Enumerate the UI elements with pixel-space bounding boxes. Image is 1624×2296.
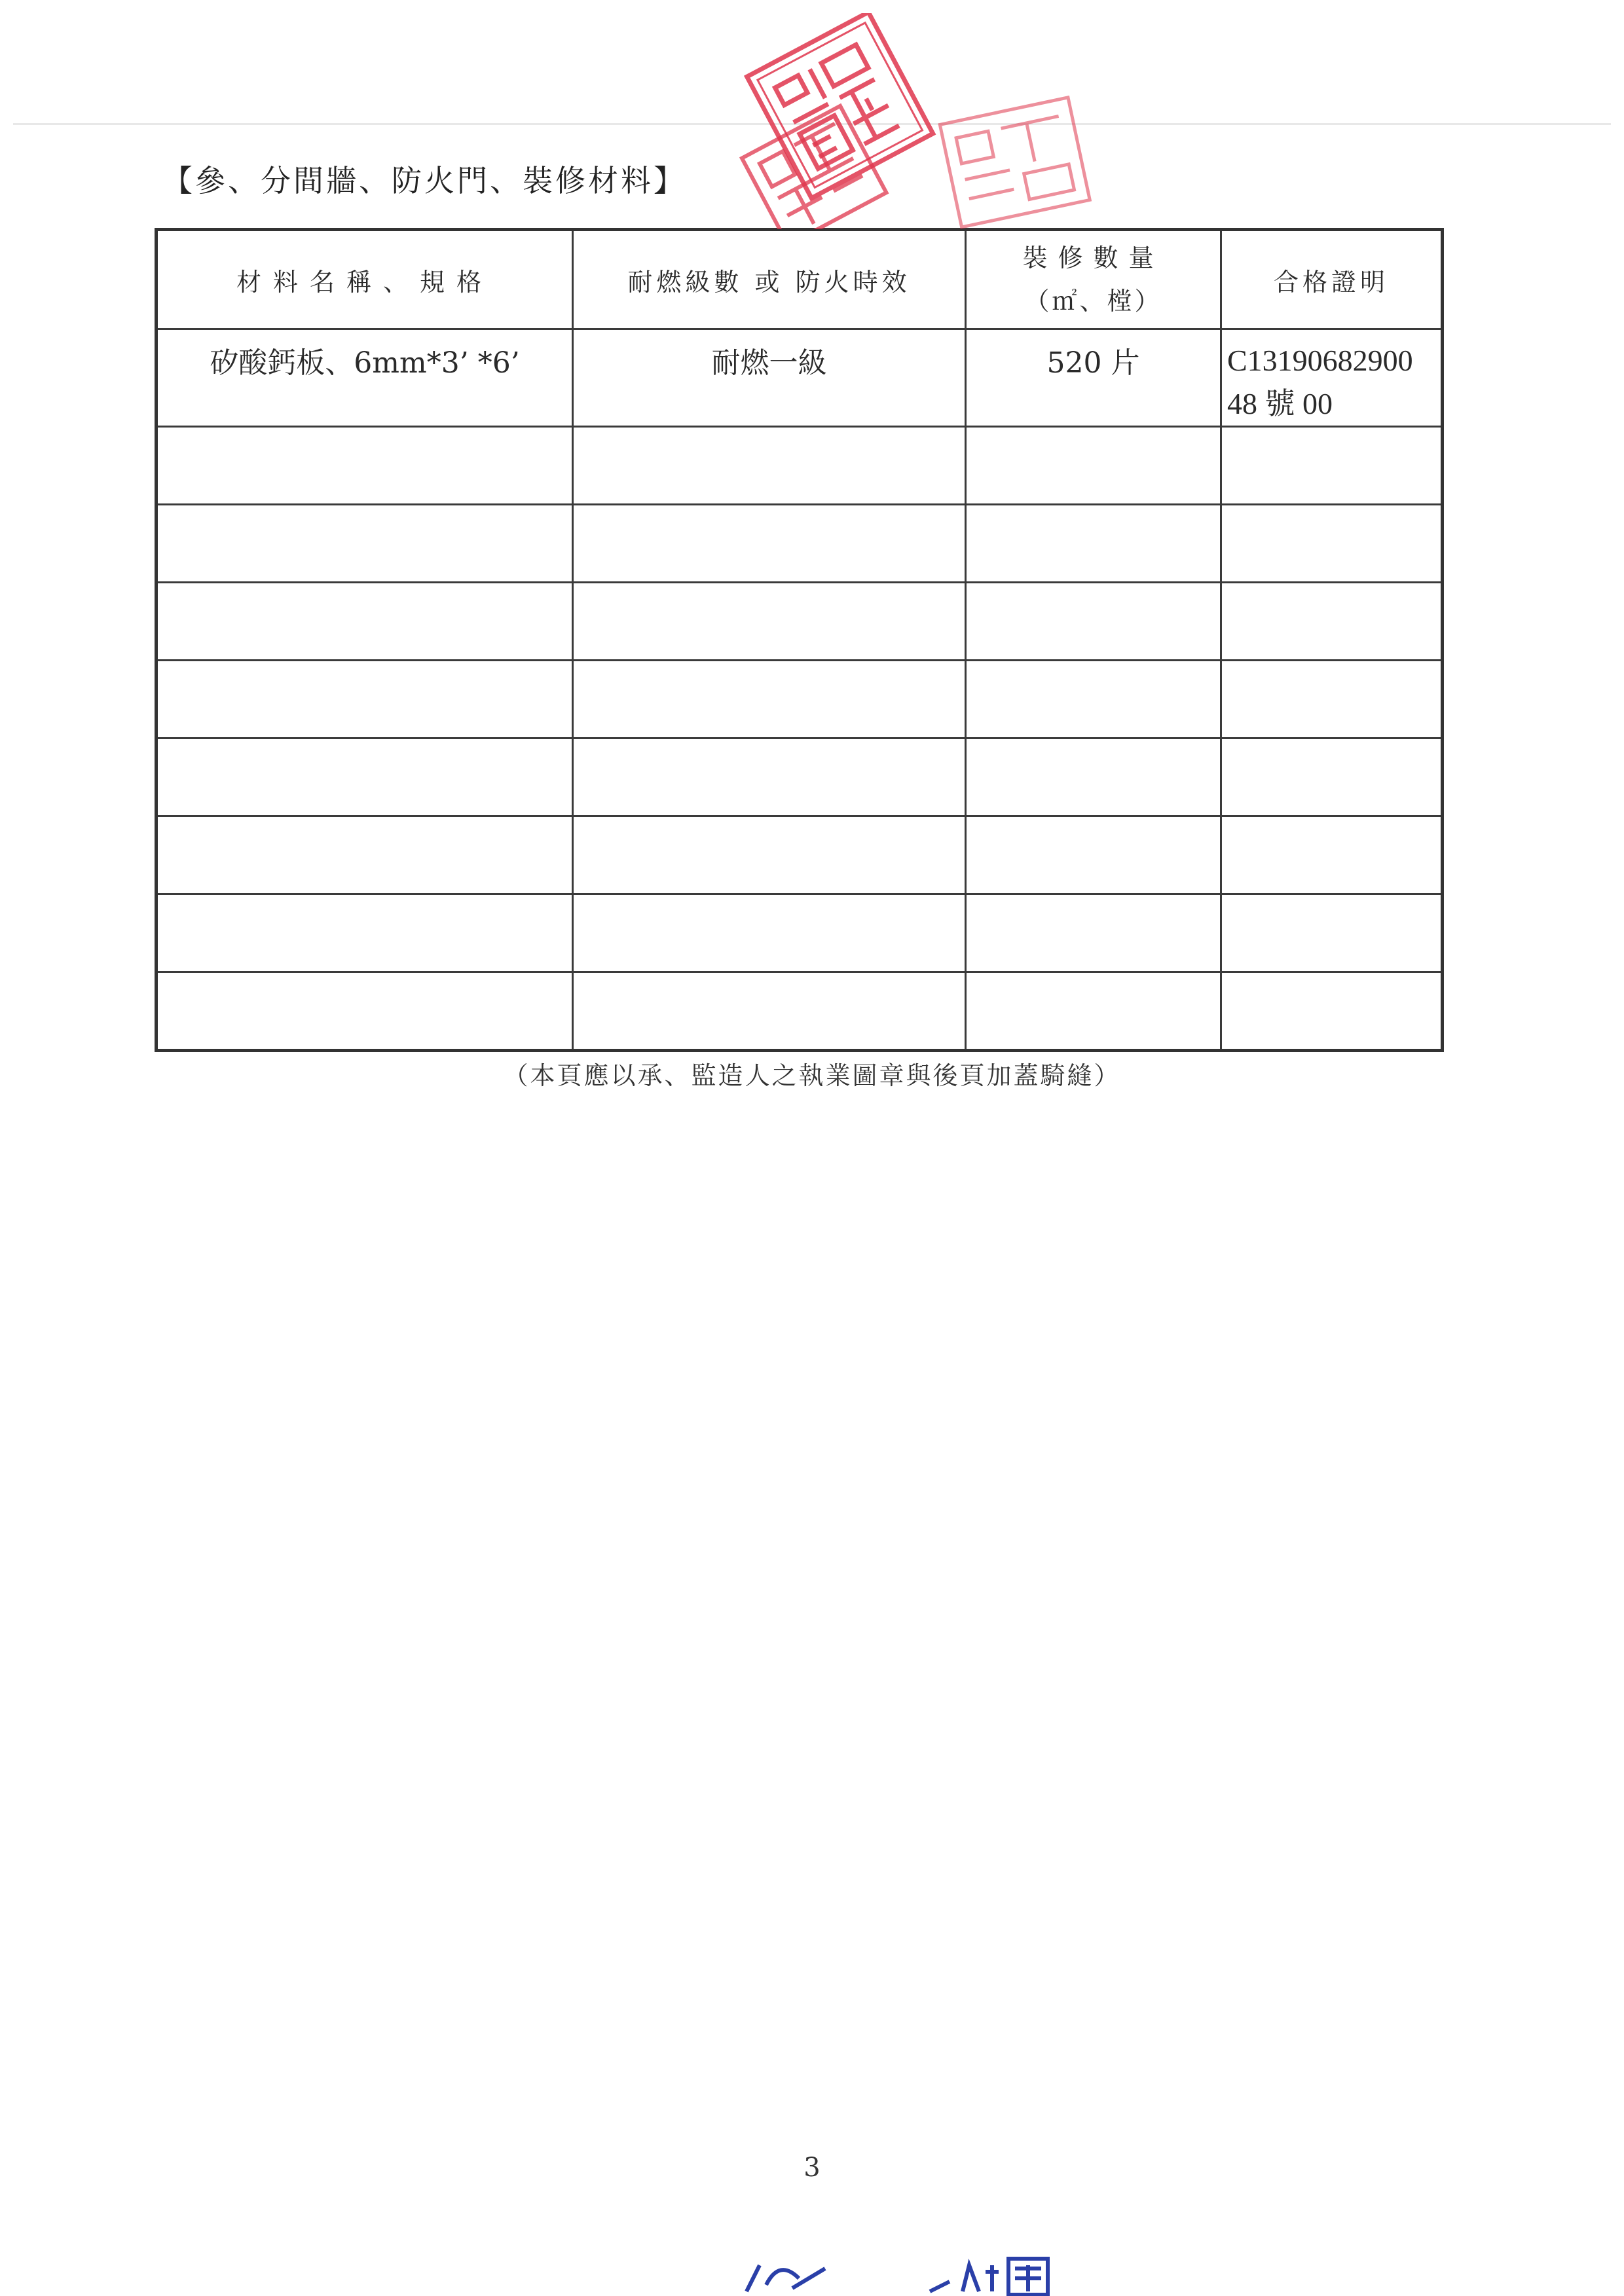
empty-cell <box>966 972 1221 1051</box>
empty-cell <box>1221 894 1443 972</box>
footnote: （本頁應以承、監造人之執業圖章與後頁加蓋騎縫） <box>503 1061 1121 1090</box>
empty-cell <box>1221 816 1443 894</box>
header-name-spec-label: 材料名稱、規格 <box>236 267 493 297</box>
empty-cell <box>157 427 573 505</box>
empty-cell <box>1221 738 1443 816</box>
empty-cell <box>966 738 1221 816</box>
empty-cell <box>157 738 573 816</box>
blue-seal-stamp-icon <box>733 2246 1074 2296</box>
table-row-empty <box>157 505 1443 583</box>
faded-red-seal-stamp-icon <box>891 92 1126 236</box>
table-row-empty <box>157 661 1443 738</box>
table-header-row <box>157 230 1443 329</box>
table-row-empty <box>157 427 1443 505</box>
empty-cell <box>157 816 573 894</box>
empty-cell <box>966 427 1221 505</box>
cell-certificate-line2: 48 號 00 <box>1227 387 1333 420</box>
header-quantity <box>966 230 1221 329</box>
empty-cell <box>573 583 966 661</box>
empty-cell <box>1221 972 1443 1051</box>
table-row-empty <box>157 816 1443 894</box>
empty-cell <box>157 583 573 661</box>
empty-cell <box>966 505 1221 583</box>
materials-table <box>155 228 1444 1052</box>
cell-certificate <box>1221 329 1443 427</box>
empty-cell <box>1221 427 1443 505</box>
empty-cell <box>573 816 966 894</box>
section-title: 【參、分間牆、防火門、裝修材料】 <box>162 163 686 198</box>
cell-name-spec: 矽酸鈣板、6mm*3’ *6’ <box>157 329 573 427</box>
table-row-empty <box>157 738 1443 816</box>
empty-cell <box>573 661 966 738</box>
header-fire-rating <box>573 230 966 329</box>
empty-cell <box>157 894 573 972</box>
empty-cell <box>1221 583 1443 661</box>
table-row <box>157 329 1443 427</box>
table-row-empty <box>157 972 1443 1051</box>
empty-cell <box>157 661 573 738</box>
page-number: 3 <box>803 2153 821 2183</box>
empty-cell <box>966 816 1221 894</box>
empty-cell <box>966 894 1221 972</box>
header-certificate-label: 合格證明 <box>1273 267 1389 297</box>
empty-cell <box>157 505 573 583</box>
empty-cell <box>966 661 1221 738</box>
empty-cell <box>1221 505 1443 583</box>
empty-cell <box>573 738 966 816</box>
header-certificate <box>1221 230 1443 329</box>
scan-edge-line <box>13 123 1611 125</box>
empty-cell <box>157 972 573 1051</box>
table-row-empty <box>157 583 1443 661</box>
cell-fire-rating: 耐燃一級 <box>573 329 966 427</box>
header-fire-rating-label: 耐燃級數 或 防火時效 <box>627 267 911 297</box>
empty-cell <box>966 583 1221 661</box>
red-seal-stamp-icon <box>733 13 956 229</box>
empty-cell <box>1221 661 1443 738</box>
empty-cell <box>573 505 966 583</box>
empty-cell <box>573 427 966 505</box>
header-quantity-title: 裝修數量 <box>1022 244 1164 272</box>
header-quantity-unit: （㎡、樘） <box>1024 287 1162 316</box>
empty-cell <box>573 972 966 1051</box>
cell-quantity: 520 片 <box>966 329 1221 427</box>
table-row-empty <box>157 894 1443 972</box>
cell-certificate-line1: C13190682900 <box>1227 344 1413 377</box>
header-name-spec <box>157 230 573 329</box>
empty-cell <box>573 894 966 972</box>
